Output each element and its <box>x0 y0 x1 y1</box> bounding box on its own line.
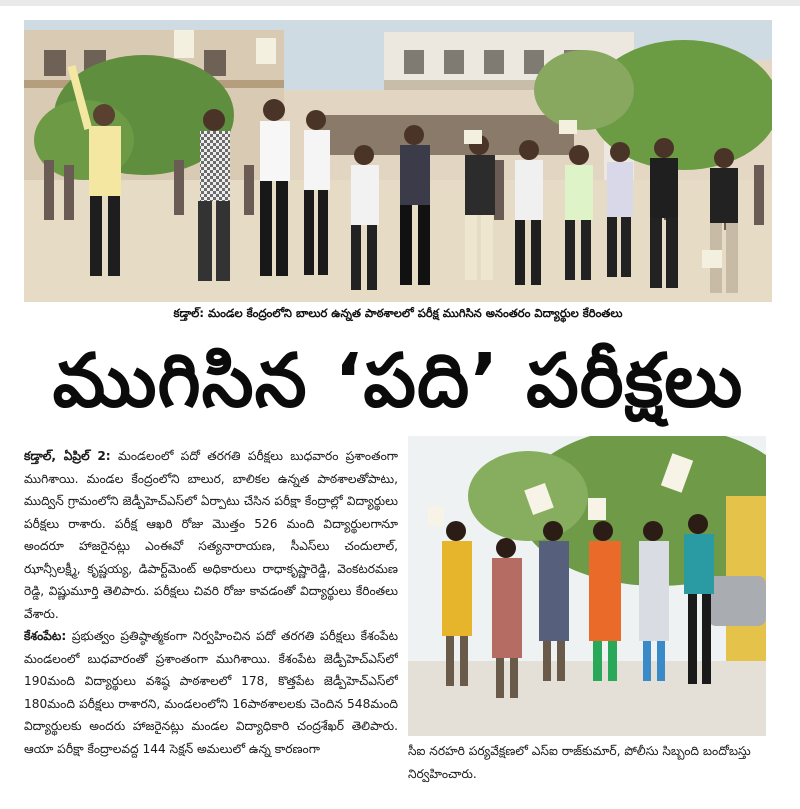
paragraph-text: మండలంలో పదో తరగతి పరీక్షలు బుధవారం ప్రశాంతంగా ముగిశాయి. మండల కేంద్రంలోని బాలుర, బాలికల ఉన్నత పాఠశాలతోపాటు, ముద్విన్ గ్రామంలోని జెడ్పీహెచ్ఎస్‌లో ఏర్పాటు చేసిన పరీక్షా కేంద్రాల్లో విద్యార్థులు పరీక్షలు రాశారు. పరీక్ష ఆఖరి రోజు మొత్తం 526 మంది విద్యార్థులగానూ అందరూ హాజరైనట్లు ఎంఈవో సత్యనారాయణ, సీఎస్‌లు చందులాల్, ఝాన్సీలక్ష్మీ, కృష్ణయ్య, డిపార్ట్‌మెంట్ అధికారులు రాధాకృష్ణారెడ్డి, వెంకటరమణ రెడ్డి, విష్ణుమూర్తి తెలిపారు. పరీక్షలు చివరి రోజు కావడంతో విద్యార్థులు కేరింతలు వేశారు. <box>24 449 398 621</box>
headline: ముగిసిన ‘పది’ పరీక్షలు <box>52 338 744 424</box>
dateline: కడ్తాల్, ఏప్రిల్ 2: <box>24 449 111 463</box>
photo-girls-celebrating <box>408 436 766 736</box>
page-top-rule <box>0 0 800 6</box>
photo-top-caption: కడ్తాల్: మండల కేంద్రంలోని బాలుర ఉన్నత పాఠశాలలో పరీక్ష ముగిసిన అనంతరం విద్యార్థుల కేరింతలు <box>173 306 623 320</box>
dateline: కేశంపేట: <box>24 629 67 643</box>
article-paragraph <box>24 625 398 760</box>
article-paragraph <box>24 445 398 625</box>
photo-boys-celebrating <box>24 20 772 302</box>
paragraph-text: ప్రభుత్వం ప్రతిష్ఠాత్మకంగా నిర్వహించిన పదో తరగతి పరీక్షలు కేశంపేట మండలంలో బుధవారంతో ప్రశాంతంగా ముగిశాయి. కేశంపేట జెడ్పీహెచ్ఎస్‌లో 190మంది విద్యార్థులు వశిష్ఠ పాఠశాలలో 178, కొత్తపేట జెడ్పీహెచ్ఎస్‌లో 180మంది పరీక్షలు రాశారని, మండలంలోని 16పాఠశాలలకు చెందిన 548మంది విద్యార్థులకు అందరు హాజరైనట్లు మండల విద్యాధికారి చంద్రశేఖర్ తెలిపారు. ఆయా పరీక్షా కేంద్రాలవద్ద 144 సెక్షన్ అమలులో ఉన్న కారణంగా <box>24 629 398 756</box>
photo-bottom-caption: సీఐ నరహరి పర్యవేక్షణలో ఎస్ఐ రాజ్‌కుమార్, పోలీసు సిబ్బంది బందోబస్తు నిర్వహించారు. <box>408 744 751 781</box>
article-body <box>24 445 398 805</box>
